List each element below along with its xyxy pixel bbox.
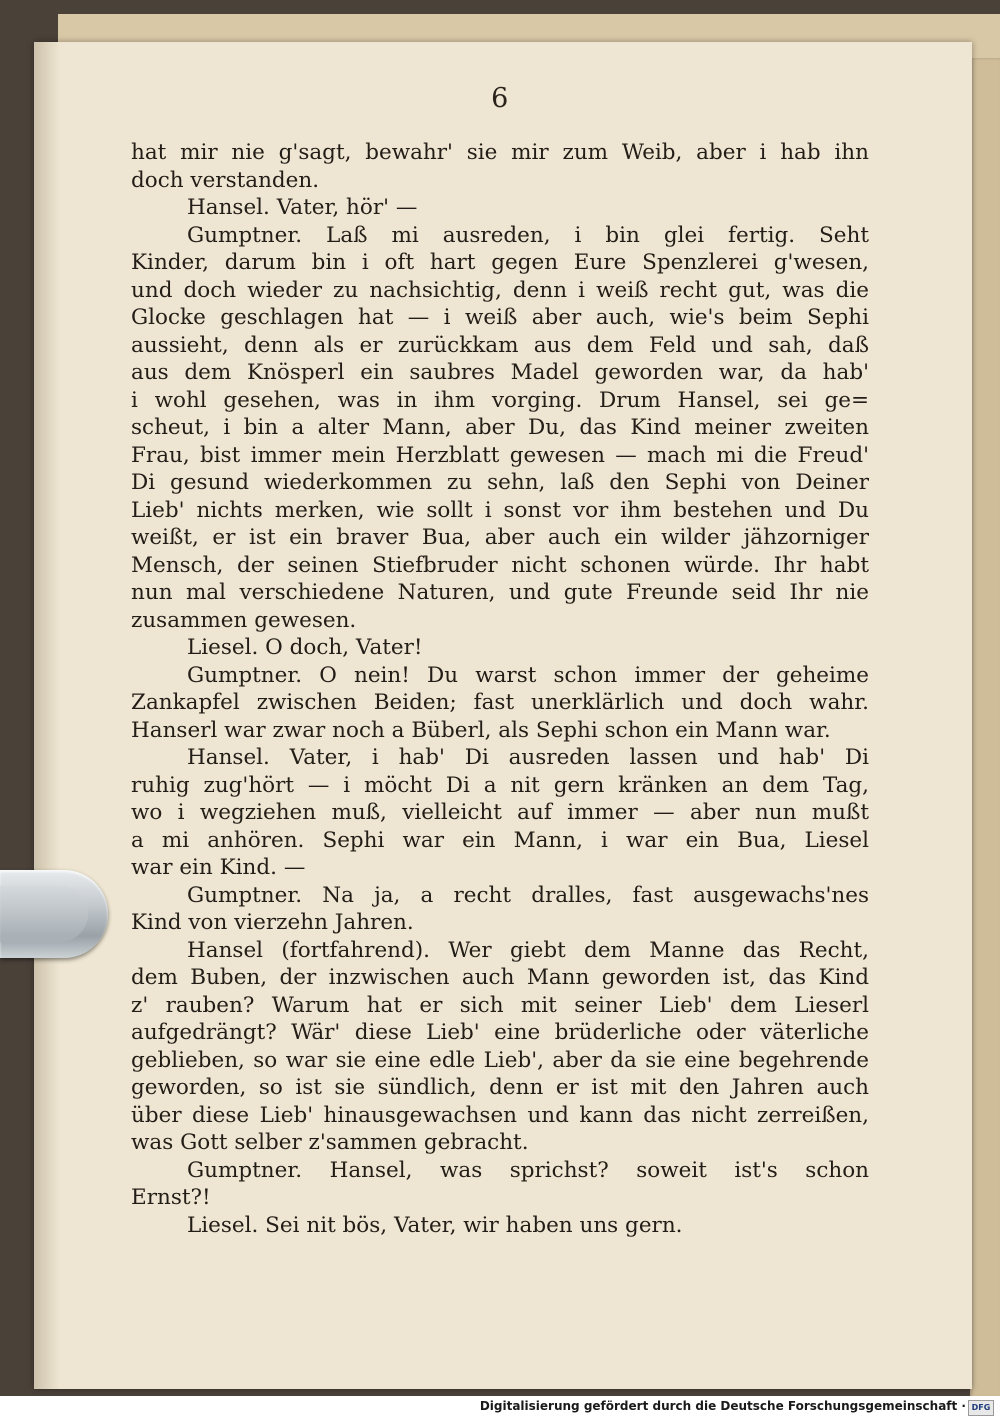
text-line: geblieben, so war sie eine edle Lieb', aber da sie eine begehrende bbox=[131, 1047, 869, 1073]
text-line: Gumptner. Na ja, a recht dralles, fast ausgewachs'nes bbox=[187, 882, 869, 908]
page-number: 6 bbox=[491, 83, 509, 114]
text-line: Hansel. Vater, hör' — bbox=[187, 195, 418, 220]
text-line: scheut, i bin a alter Mann, aber Du, das Kind meiner zweiten bbox=[131, 415, 869, 440]
text-line: Kind von vierzehn Jahren. bbox=[131, 910, 414, 935]
page-text bbox=[131, 139, 869, 1239]
back-page-edge bbox=[970, 58, 1000, 1396]
dfg-logo: DFG bbox=[968, 1400, 994, 1416]
text-line: Gumptner. Hansel, was sprichst? soweit ist's schon bbox=[187, 1157, 869, 1183]
text-line: Hansel. Vater, i hab' Di ausreden lassen und hab' Di bbox=[187, 745, 869, 770]
text-line: Mensch, der seinen Stiefbruder nicht schonen würde. Ihr habt bbox=[131, 552, 869, 578]
text-line: Kinder, darum bin i oft hart gegen Eure Spenzlerei g'wesen, bbox=[131, 250, 869, 275]
text-line: war ein Kind. — bbox=[131, 855, 306, 880]
page-clip bbox=[0, 870, 108, 958]
text-line: Zankapfel zwischen Beiden; fast unerklärlich und doch wahr. bbox=[131, 690, 869, 715]
text-line: Frau, bist immer mein Herzblatt gewesen — mach mi die Freud' bbox=[131, 442, 869, 468]
text-line: Liesel. O doch, Vater! bbox=[187, 635, 423, 660]
text-line: über diese Lieb' hinausgewachsen und kann das nicht zerreißen, bbox=[131, 1102, 869, 1128]
text-line: zusammen gewesen. bbox=[131, 607, 357, 633]
text-line: Gumptner. O nein! Du warst schon immer der geheime bbox=[187, 662, 869, 688]
text-line: hat mir nie g'sagt, bewahr' sie mir zum Weib, aber i hab ihn bbox=[131, 140, 869, 165]
text-line: Di gesund wiederkommen zu sehn, laß den Sephi von Deiner bbox=[131, 470, 869, 495]
text-line: und doch wieder zu nachsichtig, denn i weiß recht gut, was die bbox=[131, 277, 869, 303]
text-line: i wohl gesehen, was in ihm vorging. Drum Hansel, sei ge= bbox=[131, 387, 869, 413]
text-line: wo i wegziehen muß, vielleicht auf immer — aber nun mußt bbox=[131, 800, 869, 825]
text-line: ruhig zug'hört — i möcht Di a nit gern kränken an dem Tag, bbox=[131, 772, 869, 798]
text-line: z' rauben? Warum hat er sich mit seiner Lieb' dem Lieserl bbox=[131, 992, 869, 1018]
text-line: doch verstanden. bbox=[131, 167, 320, 193]
text-line: aus dem Knösperl ein saubres Madel geworden war, da hab' bbox=[131, 360, 869, 385]
text-line: Liesel. Sei nit bös, Vater, wir haben uns gern. bbox=[187, 1212, 683, 1238]
text-line: Gumptner. Laß mi ausreden, i bin glei fertig. Seht bbox=[187, 222, 869, 248]
text-line: geworden, so ist sie sündlich, denn er ist mit den Jahren auch bbox=[131, 1075, 869, 1100]
footer-bar bbox=[0, 1396, 1000, 1419]
text-line: Lieb' nichts merken, wie sollt i sonst vor ihm bestehen und Du bbox=[131, 497, 869, 523]
text-line: Glocke geschlagen hat — i weiß aber auch, wie's beim Sephi bbox=[131, 305, 869, 330]
text-line: dem Buben, der inzwischen auch Mann geworden ist, das Kind bbox=[131, 965, 869, 990]
text-line: was Gott selber z'sammen gebracht. bbox=[131, 1130, 529, 1155]
text-line: Hanserl war zwar noch a Büberl, als Sephi schon ein Mann war. bbox=[131, 717, 831, 743]
text-line: Hansel (fortfahrend). Wer giebt dem Manne das Recht, bbox=[187, 937, 869, 963]
text-line: weißt, er ist ein braver Bua, aber auch ein wilder jähzorniger bbox=[131, 525, 869, 550]
text-line: nun mal verschiedene Naturen, und gute Freunde seid Ihr nie bbox=[131, 580, 869, 605]
text-line: Ernst?! bbox=[131, 1185, 211, 1210]
page-clip-highlight bbox=[0, 886, 88, 942]
funding-notice: Digitalisierung gefördert durch die Deutsche Forschungsgemeinschaft · bbox=[479, 1399, 966, 1413]
text-line: aussieht, denn als er zurückkam aus dem Feld und sah, daß bbox=[131, 332, 869, 358]
text-line: a mi anhören. Sephi war ein Mann, i war ein Bua, Liesel bbox=[131, 827, 869, 853]
text-line: aufgedrängt? Wär' diese Lieb' eine brüderliche oder väterliche bbox=[131, 1020, 869, 1045]
